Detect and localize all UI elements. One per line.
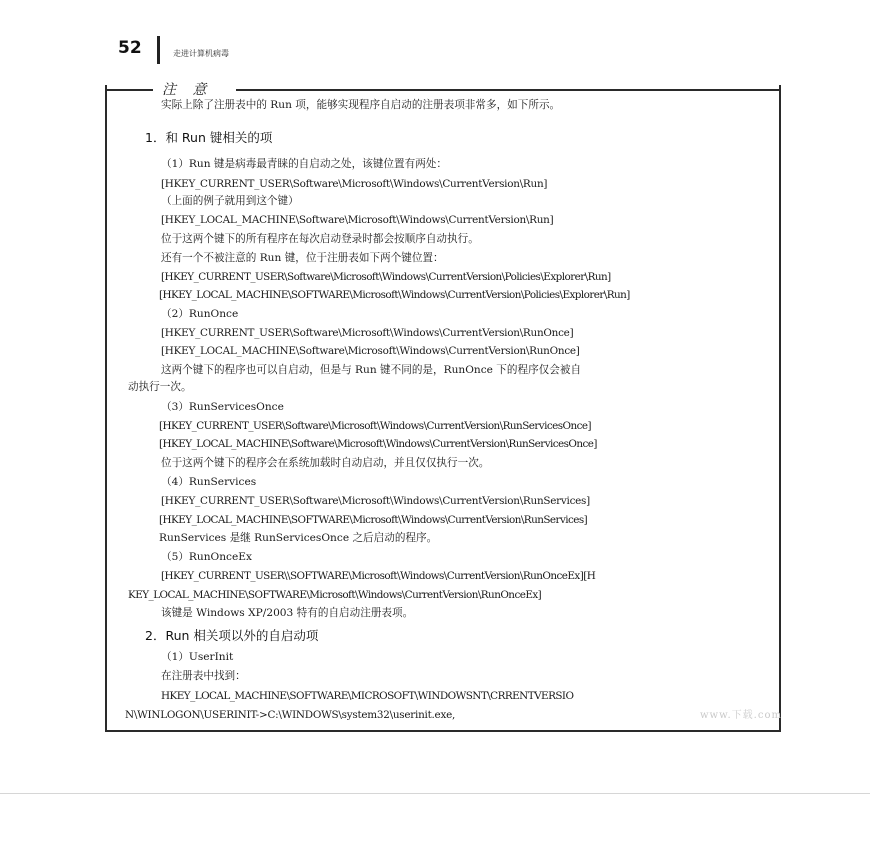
note-label: 注 意 bbox=[162, 82, 213, 98]
note-intro: 实际上除了注册表中的 Run 项，能够实现程序自启动的注册表项非常多，如下所示。 bbox=[161, 99, 561, 111]
paragraph-line: （1）Run 键是病毒最青睐的自启动之处，该键位置有两处： bbox=[161, 158, 447, 170]
watermark-stamp: www.下载.com bbox=[700, 710, 782, 721]
header-divider bbox=[157, 36, 160, 64]
registry-path: [HKEY_LOCAL_MACHINE\SOFTWARE\Microsoft\Windows\CurrentVersion\Policies\Explorer\Run] bbox=[159, 289, 630, 301]
paragraph-line: （4）RunServices bbox=[161, 476, 257, 488]
paragraph-line: （上面的例子就用到这个键） bbox=[161, 195, 299, 207]
page-bottom-edge bbox=[0, 793, 870, 794]
registry-path: [HKEY_CURRENT_USER\\SOFTWARE\Microsoft\Windows\CurrentVersion\RunOnceEx][H bbox=[161, 570, 596, 582]
page-number: 52 bbox=[118, 38, 142, 58]
paragraph-line: 动执行一次。 bbox=[128, 381, 192, 393]
paragraph-line: 该键是 Windows XP/2003 特有的自启动注册表项。 bbox=[161, 607, 414, 619]
registry-path: [HKEY_LOCAL_MACHINE\SOFTWARE\Microsoft\Windows\CurrentVersion\RunServices] bbox=[159, 514, 588, 526]
paragraph-line: 这两个键下的程序也可以自启动，但是与 Run 键不同的是，RunOnce 下的程序仅会被自 bbox=[161, 364, 582, 376]
paragraph-line: （2）RunOnce bbox=[161, 308, 239, 320]
paragraph-line: 位于这两个键下的程序会在系统加载时自动启动，并且仅仅执行一次。 bbox=[161, 457, 490, 469]
registry-path: [HKEY_CURRENT_USER\Software\Microsoft\Windows\CurrentVersion\RunServices] bbox=[161, 495, 590, 507]
paragraph-line: 位于这两个键下的所有程序在每次启动登录时都会按顺序自动执行。 bbox=[161, 233, 479, 245]
paragraph-line: （1）UserInit bbox=[161, 651, 234, 663]
paragraph-line: （5）RunOnceEx bbox=[161, 551, 252, 563]
section-2-heading: 2．Run 相关项以外的自启动项 bbox=[145, 628, 319, 643]
note-box-top-border-left bbox=[105, 89, 153, 91]
paragraph-line: 在注册表中找到： bbox=[161, 670, 246, 682]
registry-path: [HKEY_LOCAL_MACHINE\Software\Microsoft\Windows\CurrentVersion\Run] bbox=[161, 214, 554, 226]
paragraph-line: 还有一个不被注意的 Run 键，位于注册表如下两个键位置： bbox=[161, 252, 444, 264]
paragraph-line: RunServices 是继 RunServicesOnce 之后启动的程序。 bbox=[159, 532, 438, 544]
section-1-heading: 1．和 Run 键相关的项 bbox=[145, 130, 273, 145]
note-box-top-border-right bbox=[236, 89, 779, 91]
registry-path: [HKEY_CURRENT_USER\Software\Microsoft\Windows\CurrentVersion\Run] bbox=[161, 178, 548, 190]
running-title: 走进计算机病毒 bbox=[173, 49, 229, 58]
registry-path: [HKEY_CURRENT_USER\Software\Microsoft\Windows\CurrentVersion\RunOnce] bbox=[161, 327, 574, 339]
registry-path: [HKEY_CURRENT_USER\Software\Microsoft\Windows\CurrentVersion\RunServicesOnce] bbox=[159, 420, 592, 432]
registry-path: N\WINLOGON\USERINIT->C:\WINDOWS\system32\userinit.exe, bbox=[125, 709, 456, 721]
registry-path: KEY_LOCAL_MACHINE\SOFTWARE\Microsoft\Windows\CurrentVersion\RunOnceEx] bbox=[128, 589, 542, 601]
registry-path: [HKEY_CURRENT_USER\Software\Microsoft\Windows\CurrentVersion\Policies\Explorer\Run] bbox=[161, 271, 611, 283]
registry-path: [HKEY_LOCAL_MACHINE\Software\Microsoft\Windows\CurrentVersion\RunServicesOnce] bbox=[159, 438, 597, 450]
paragraph-line: （3）RunServicesOnce bbox=[161, 401, 284, 413]
registry-path: HKEY_LOCAL_MACHINE\SOFTWARE\MICROSOFT\WINDOWSNT\CRRENTVERSIO bbox=[161, 690, 574, 702]
registry-path: [HKEY_LOCAL_MACHINE\Software\Microsoft\Windows\CurrentVersion\RunOnce] bbox=[161, 345, 580, 357]
